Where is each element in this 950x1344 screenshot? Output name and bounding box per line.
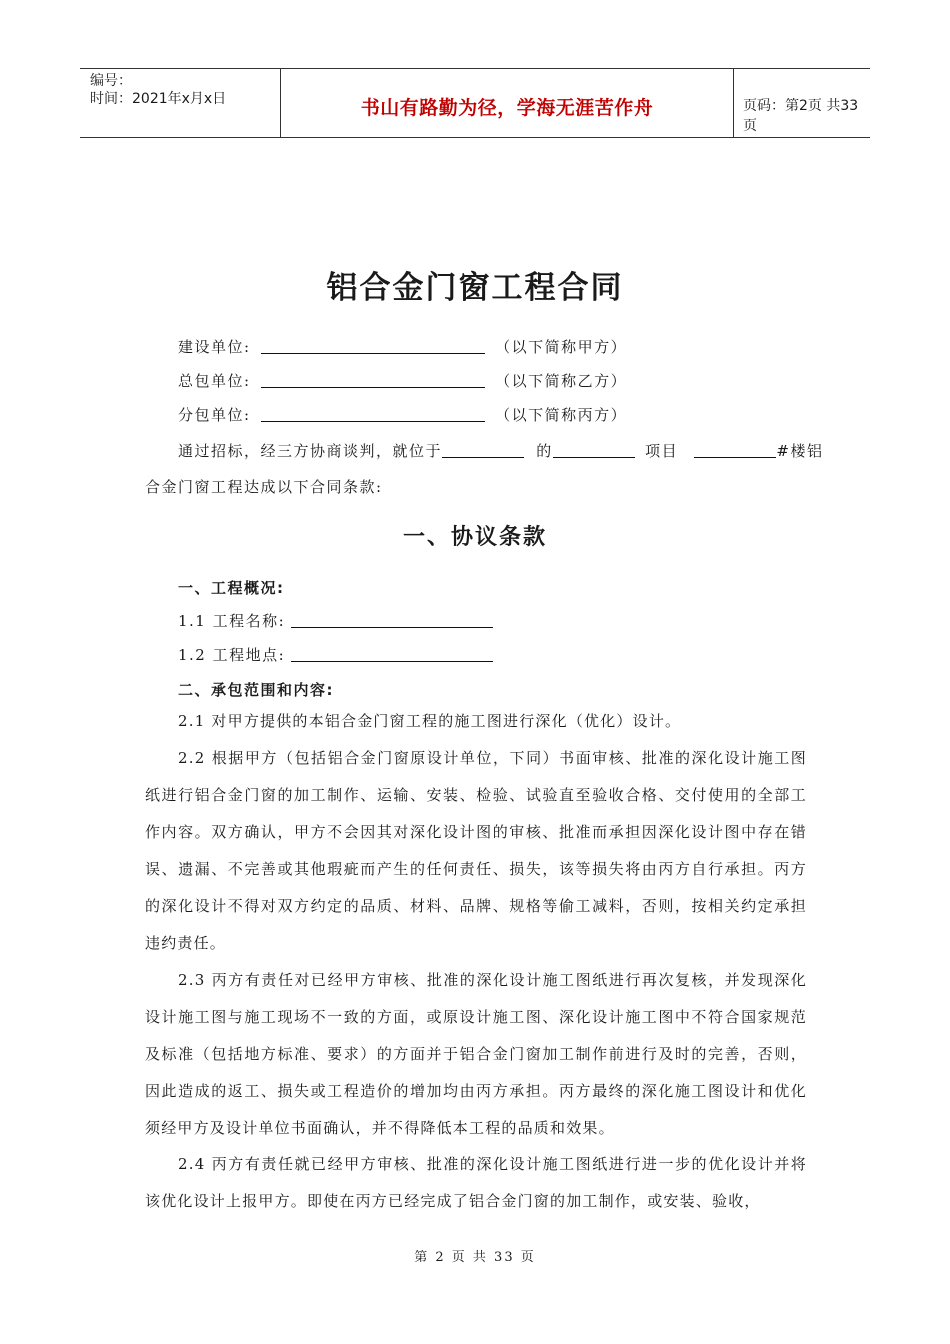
paragraph-2-1: 2.1 对甲方提供的本铝合金门窗工程的施工图进行深化（优化）设计。 bbox=[178, 712, 682, 730]
party-label: 总包单位: bbox=[178, 372, 251, 390]
section-title: 一、协议条款 bbox=[402, 525, 547, 550]
page-footer: 第 2 页 共 33 页 bbox=[414, 1250, 536, 1265]
blank-field[interactable] bbox=[291, 647, 493, 662]
intro-line-1 bbox=[178, 440, 823, 461]
document-number: 编号： bbox=[90, 73, 132, 89]
paragraph-2-2: 2.2 根据甲方（包括铝合金门窗原设计单位，下同）书面审核、批准的深化设计施工图纸进行铝合金门窗的加工制作、运输、安装、检验、试验直至验收合格、交付使用的全部工作内容。双方确认，甲方不会因其对深化设计图的审核、批准而承担因深化设计图中存在错误、遗漏、不完善或其他瑕疵而产生的任何责任、损失，该等损失将由丙方自行承担。丙方的深化设计不得对双方约定的品质、材料、品牌、规格等偷工减料，否则，按相关约定承担违约责任。 bbox=[145, 749, 807, 952]
party-label: 建设单位: bbox=[178, 338, 251, 356]
document-date: 时间：2021年x月x日 bbox=[90, 91, 227, 107]
party-sub bbox=[178, 404, 627, 425]
page-code: 页码：第2页 共33页 bbox=[743, 98, 859, 134]
paragraph-2-3: 2.3 丙方有责任对已经甲方审核、批准的深化设计施工图纸进行再次复核，并发现深化设计施工图与施工现场不一致的方面，或原设计施工图、深化设计施工图中不符合国家规范及标准（包括地方标准、要求）的方面并于铝合金门窗加工制作前进行及时的完善，否则，因此造成的返工、损失或工程造价的增加均由丙方承担。丙方最终的深化施工图设计和优化须经甲方及设计单位书面确认，并不得降低本工程的品质和效果。 bbox=[145, 971, 807, 1137]
blank-field[interactable] bbox=[261, 407, 485, 422]
heading-overview: 一、工程概况: bbox=[178, 579, 285, 597]
document-title: 铝合金门窗工程合同 bbox=[326, 270, 624, 306]
paragraph-2-4: 2.4 丙方有责任就已经甲方审核、批准的深化设计施工图纸进行进一步的优化设计并将该优化设计上报甲方。即使在丙方已经完成了铝合金门窗的加工制作，或安装、验收， bbox=[145, 1155, 807, 1210]
item-project-name bbox=[178, 610, 493, 631]
intro-text: #楼铝 bbox=[776, 442, 824, 460]
blank-field[interactable] bbox=[442, 443, 524, 458]
header-page-cell bbox=[733, 69, 870, 137]
header-motto-cell bbox=[280, 69, 734, 137]
party-general bbox=[178, 370, 627, 391]
intro-text: 通过招标，经三方协商谈判，就位于 bbox=[178, 442, 443, 460]
item-label: 1.2 工程地点: bbox=[178, 646, 286, 664]
blank-field[interactable] bbox=[261, 339, 485, 354]
blank-field[interactable] bbox=[291, 613, 493, 628]
intro-text: 项目 bbox=[645, 442, 679, 460]
party-suffix: （以下简称乙方） bbox=[495, 372, 628, 390]
blank-field[interactable] bbox=[553, 443, 635, 458]
party-label: 分包单位: bbox=[178, 406, 251, 424]
item-label: 1.1 工程名称: bbox=[178, 612, 286, 630]
intro-text: 的 bbox=[536, 442, 553, 460]
party-construction bbox=[178, 336, 627, 357]
page-header bbox=[80, 68, 870, 138]
item-project-location bbox=[178, 644, 493, 665]
party-suffix: （以下简称丙方） bbox=[495, 406, 628, 424]
blank-field[interactable] bbox=[694, 443, 776, 458]
heading-scope: 二、承包范围和内容: bbox=[178, 681, 334, 699]
party-suffix: （以下简称甲方） bbox=[495, 338, 628, 356]
intro-line-2: 合金门窗工程达成以下合同条款: bbox=[145, 478, 383, 496]
motto: 书山有路勤为径，学海无涯苦作舟 bbox=[360, 97, 654, 119]
header-info-cell bbox=[80, 69, 280, 137]
blank-field[interactable] bbox=[261, 373, 485, 388]
